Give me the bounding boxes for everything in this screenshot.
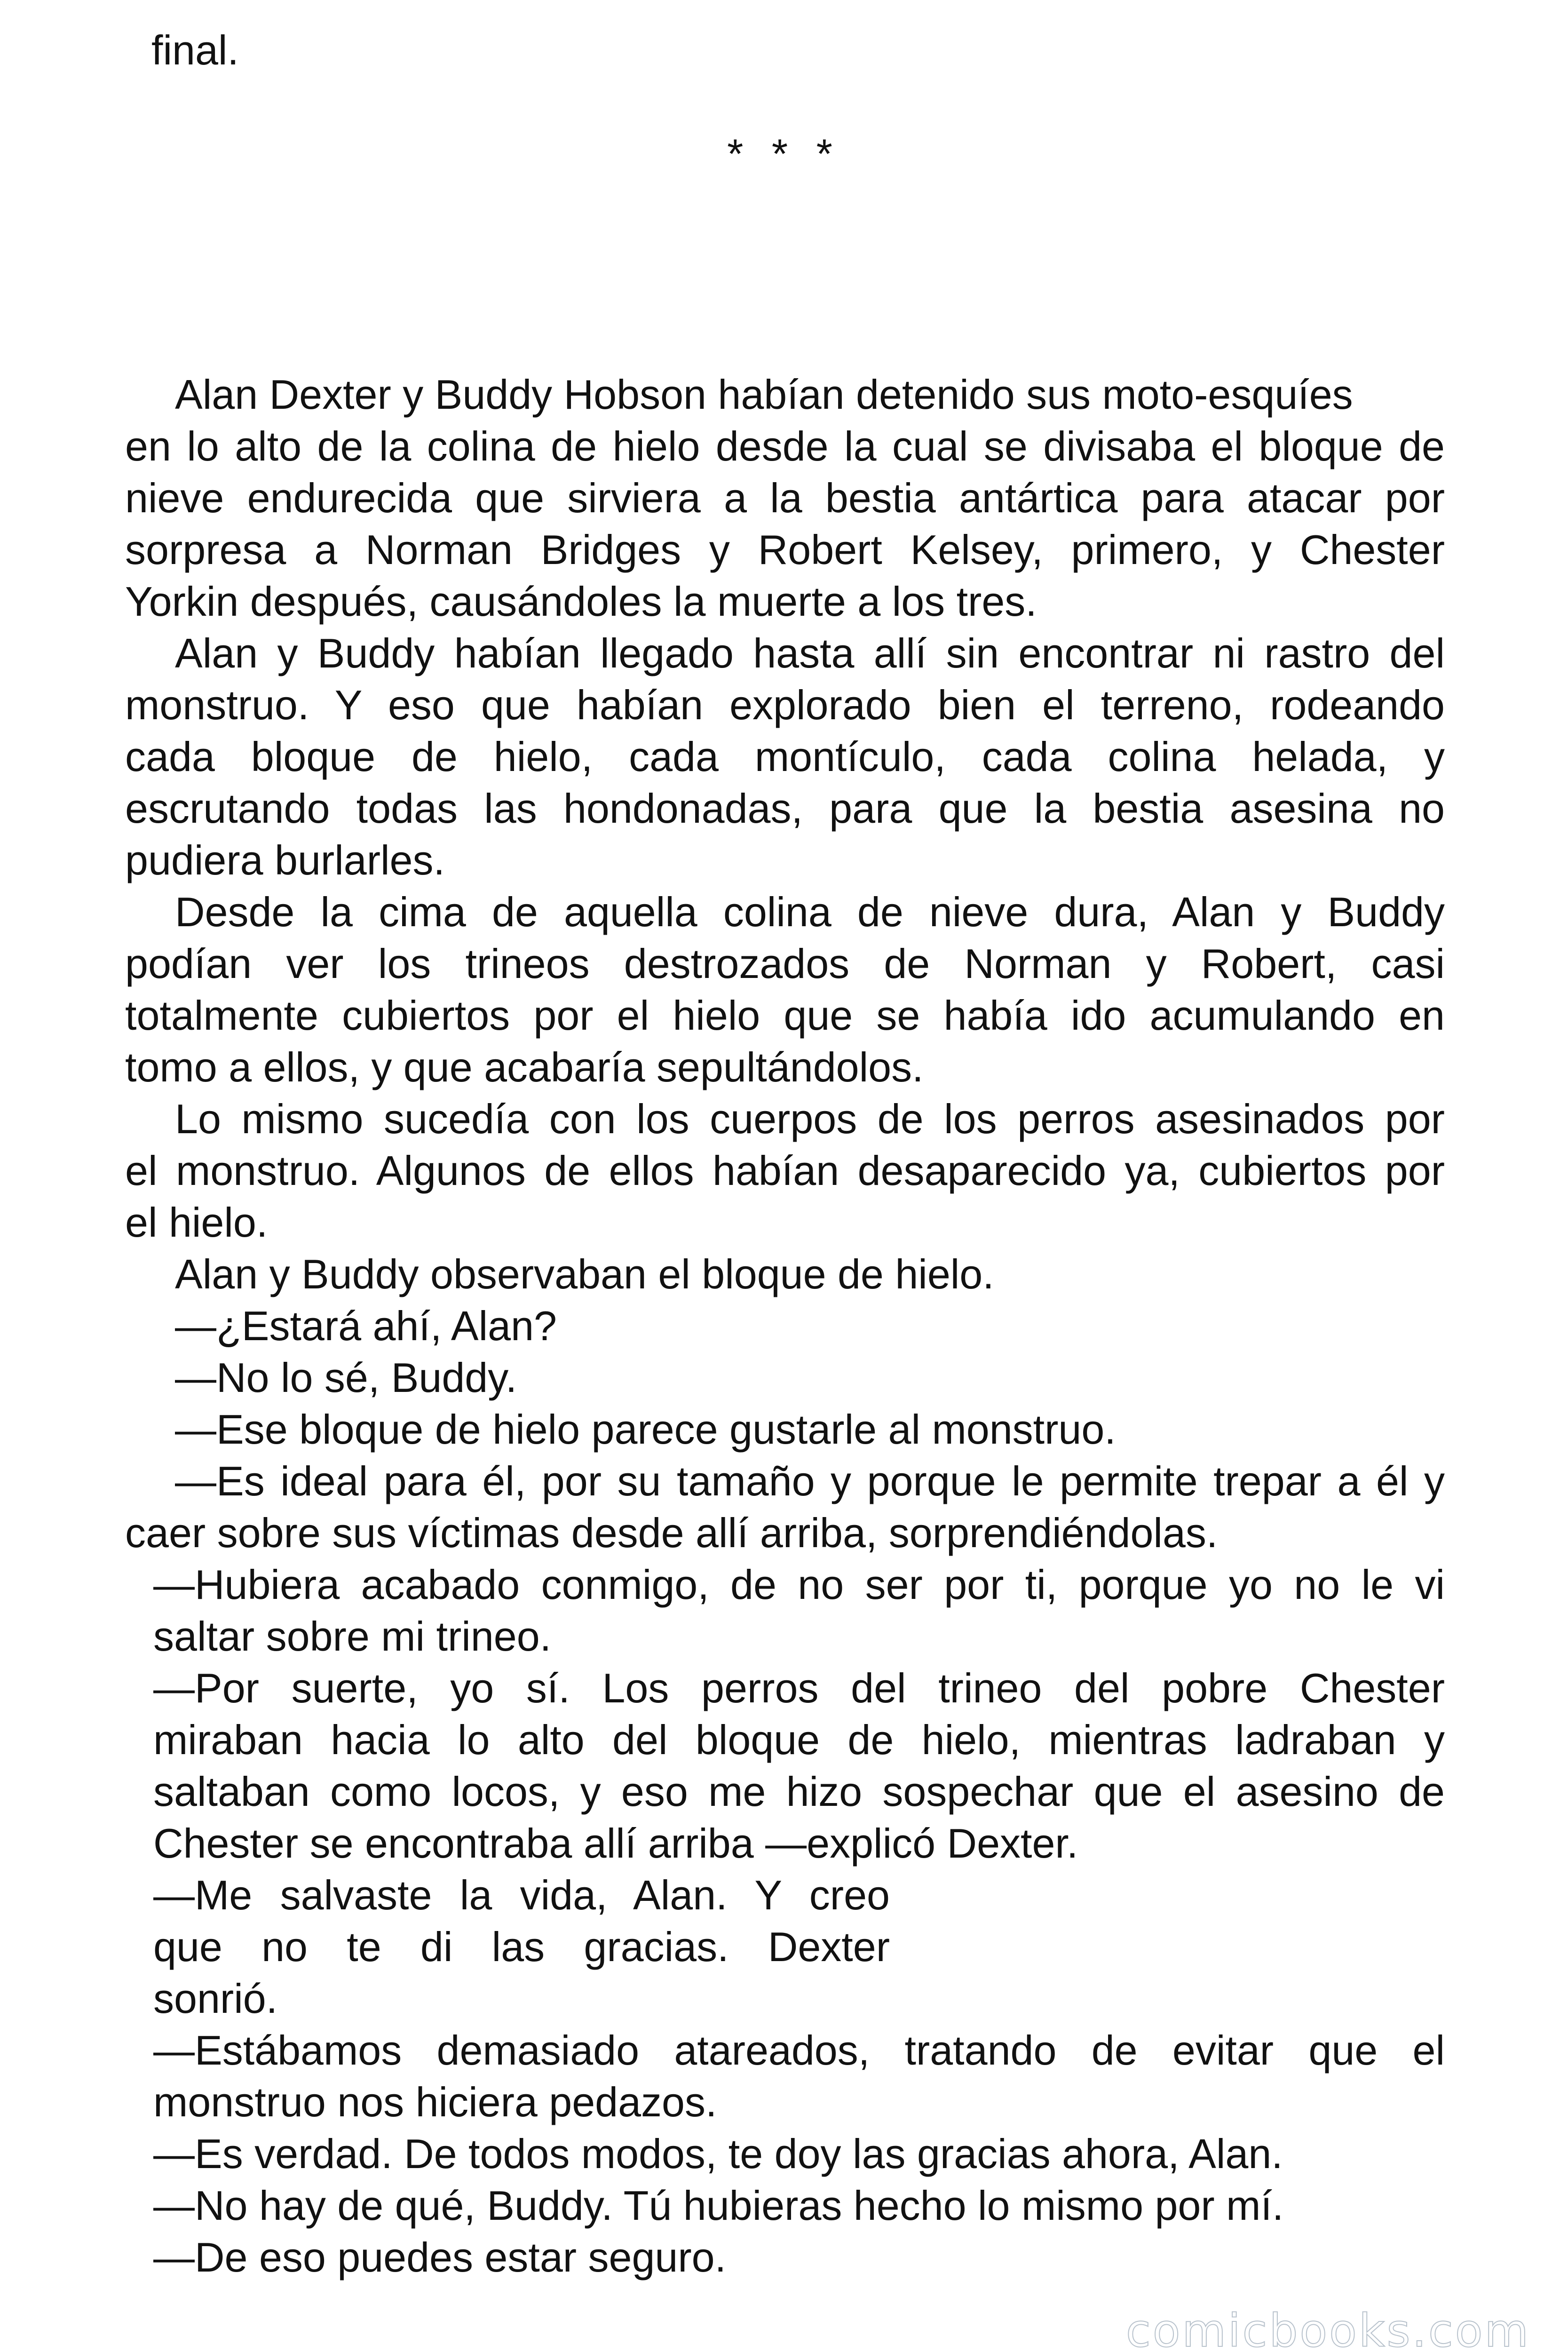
paragraph-line: tomo a ellos, y que acabaría sepultándolos. — [125, 1044, 924, 1090]
paragraph-line: escrutando todas las hondonadas, para que la bestia asesina no — [125, 785, 1445, 832]
dialogue-line: —De eso puedes estar seguro. — [153, 2234, 727, 2280]
dialogue-line: —Hubiera acabado conmigo, de no ser por ti, porque yo no le vi — [153, 1561, 1445, 1608]
paragraph-line: Desde la cima de aquella colina de nieve dura, Alan y Buddy — [175, 889, 1445, 935]
dialogue-line: —Me salvaste la vida, Alan. Y creo — [153, 1872, 890, 1918]
dialogue-line: —¿Estará ahí, Alan? — [175, 1303, 557, 1349]
watermark-logo: comicbooks.com — [1125, 2304, 1530, 2352]
dialogue-line: —No lo sé, Buddy. — [175, 1354, 517, 1401]
dialogue-line: miraban hacia lo alto del bloque de hielo, mientras ladraban y — [153, 1716, 1445, 1763]
dialogue-line: que no te di las gracias. Dexter — [153, 1923, 890, 1970]
paragraph-line: Lo mismo sucedía con los cuerpos de los perros asesinados por — [175, 1096, 1445, 1142]
paragraph-line: pudiera burlarles. — [125, 837, 445, 883]
paragraph-line: Alan y Buddy observaban el bloque de hielo. — [175, 1251, 994, 1297]
dialogue-line: Chester se encontraba allí arriba —explicó Dexter. — [153, 1820, 1078, 1867]
dialogue-line: saltar sobre mi trineo. — [153, 1613, 552, 1660]
paragraph-line: el monstruo. Algunos de ellos habían desaparecido ya, cubiertos por — [125, 1147, 1445, 1194]
paragraph-line: Yorkin después, causándoles la muerte a los tres. — [125, 578, 1037, 625]
dialogue-line: sonrió. — [153, 1975, 278, 2022]
paragraph-line: el hielo. — [125, 1199, 268, 1246]
section-separator: * * * — [727, 130, 841, 177]
paragraph-line: monstruo. Y eso que habían explorado bien el terreno, rodeando — [125, 682, 1445, 728]
paragraph-line: podían ver los trineos destrozados de Norman y Robert, casi — [125, 940, 1445, 987]
paragraph-line: en lo alto de la colina de hielo desde la cual se divisaba el bloque de — [125, 423, 1445, 469]
paragraph-line: Alan y Buddy habían llegado hasta allí sin encontrar ni rastro del — [175, 630, 1445, 676]
paragraph-line: cada bloque de hielo, cada montículo, cada colina helada, y — [125, 733, 1445, 780]
dialogue-line: —Estábamos demasiado atareados, tratando de evitar que el — [153, 2027, 1445, 2074]
paragraph-line: nieve endurecida que sirviera a la bestia antártica para atacar por — [125, 475, 1445, 521]
dialogue-line: —Por suerte, yo sí. Los perros del trineo del pobre Chester — [153, 1665, 1445, 1711]
paragraph-line: totalmente cubiertos por el hielo que se había ido acumulando en — [125, 992, 1445, 1039]
dialogue-line: —Es verdad. De todos modos, te doy las gracias ahora, Alan. — [153, 2130, 1283, 2177]
dialogue-line: saltaban como locos, y eso me hizo sospechar que el asesino de — [153, 1768, 1445, 1815]
paragraph-line: sorpresa a Norman Bridges y Robert Kelsey, primero, y Chester — [125, 526, 1445, 573]
dialogue-line: monstruo nos hiciera pedazos. — [153, 2079, 717, 2125]
paragraph-line: Alan Dexter y Buddy Hobson habían detenido sus moto-esquíes — [175, 371, 1353, 418]
dialogue-line: caer sobre sus víctimas desde allí arriba, sorprendiéndolas. — [125, 1510, 1218, 1556]
dialogue-line: —Ese bloque de hielo parece gustarle al monstruo. — [175, 1406, 1116, 1453]
dialogue-line: —No hay de qué, Buddy. Tú hubieras hecho lo mismo por mí. — [153, 2182, 1284, 2229]
top-fragment: final. — [151, 27, 239, 73]
dialogue-line: —Es ideal para él, por su tamaño y porque le permite trepar a él y — [175, 1458, 1445, 1504]
